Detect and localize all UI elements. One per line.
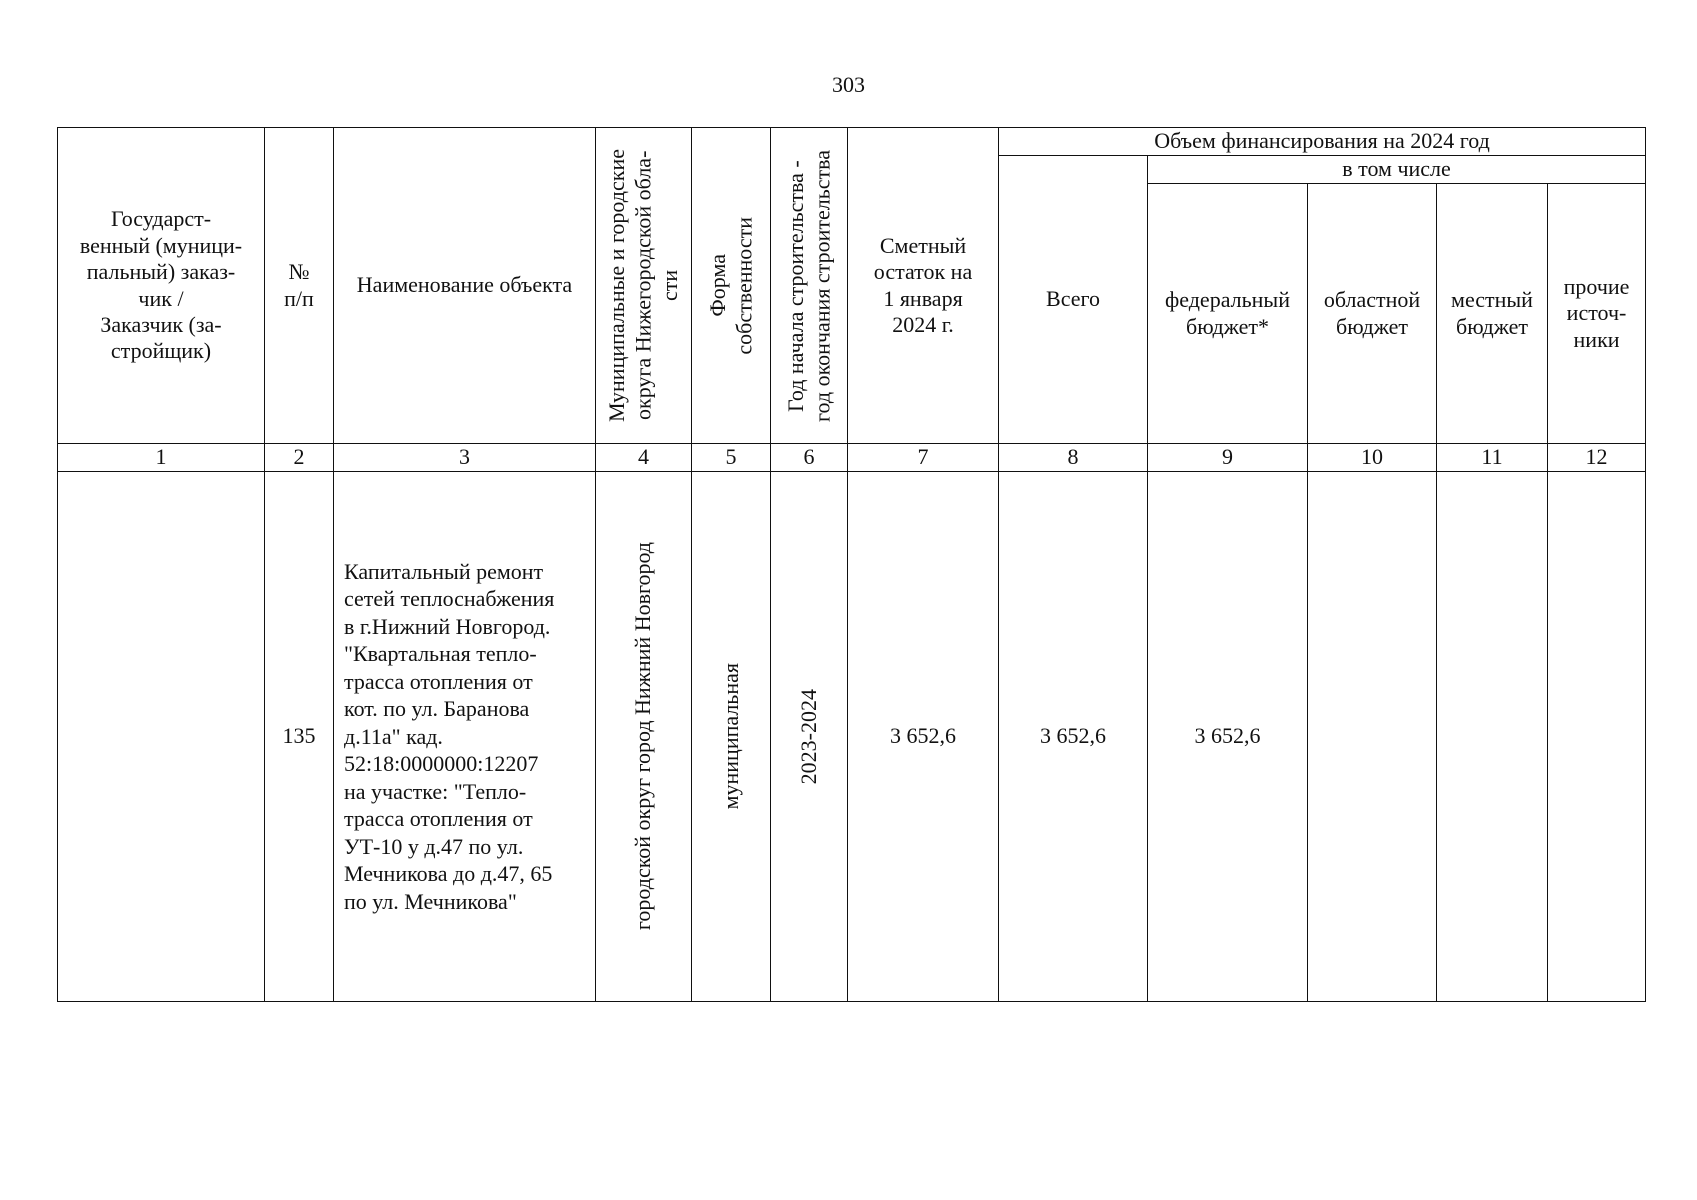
cell-local: [1437, 472, 1548, 1002]
header-ownership-text: Форма собственности: [704, 216, 756, 355]
header-years: [771, 128, 848, 444]
header-years-text: Год начала строительства - год окончания строительства: [782, 149, 834, 422]
column-number: 8: [999, 444, 1148, 472]
municipality-text: городской округ город Нижний Новгород: [630, 542, 656, 931]
cell-estimate-balance: 3 652,6: [848, 472, 999, 1002]
column-number: 6: [771, 444, 848, 472]
ownership-text: муниципальная: [717, 663, 743, 810]
header-municipality: [596, 128, 692, 444]
years-text: 2023-2024: [795, 688, 821, 785]
header-regional: областной бюджет: [1308, 184, 1437, 444]
column-number: 1: [58, 444, 265, 472]
column-number: 3: [334, 444, 596, 472]
column-number: 9: [1148, 444, 1308, 472]
header-municipality-text: Муниципальные и городские округа Нижегородской обла- сти: [603, 149, 682, 422]
header-object-name: Наименование объекта: [334, 128, 596, 444]
cell-customer: [58, 472, 265, 1002]
column-number-row: [58, 444, 1646, 472]
column-number: 7: [848, 444, 999, 472]
cell-other: [1548, 472, 1646, 1002]
column-number: 2: [265, 444, 334, 472]
header-total: Всего: [999, 156, 1148, 444]
cell-ownership: [692, 472, 771, 1002]
header-other: прочие источ- ники: [1548, 184, 1646, 444]
cell-years: [771, 472, 848, 1002]
object-name-text: Капитальный ремонт сетей теплоснабжения в г.Нижний Новгород. "Квартальная тепло- трасса отопления от кот. по ул. Баранова д.11а" кад. 52:18:0000000:12207 на участке: "Тепло- трасса отопления от УТ-10 у д.47 по ул. Мечникова до д.47, 65 по ул. Мечникова": [344, 558, 555, 914]
column-number: 5: [692, 444, 771, 472]
column-number: 10: [1308, 444, 1437, 472]
cell-regional: [1308, 472, 1437, 1002]
header-funding-group: Объем финансирования на 2024 год: [999, 128, 1646, 156]
cell-number: 135: [265, 472, 334, 1002]
header-customer: Государст- венный (муници- пальный) заказ- чик / Заказчик (за- стройщик): [58, 128, 265, 444]
header-estimate-balance: Сметный остаток на 1 января 2024 г.: [848, 128, 999, 444]
column-number: 11: [1437, 444, 1548, 472]
cell-object-name: [334, 472, 596, 1002]
header-number: № п/п: [265, 128, 334, 444]
header-including: в том числе: [1148, 156, 1646, 184]
header-federal: федеральный бюджет*: [1148, 184, 1308, 444]
investment-table: [57, 127, 1646, 1002]
table-row: [58, 472, 1646, 1002]
column-number: 12: [1548, 444, 1646, 472]
header-ownership: [692, 128, 771, 444]
column-number: 4: [596, 444, 692, 472]
cell-total: 3 652,6: [999, 472, 1148, 1002]
cell-municipality: [596, 472, 692, 1002]
cell-federal: 3 652,6: [1148, 472, 1308, 1002]
page-number: 303: [832, 72, 865, 97]
header-local: местный бюджет: [1437, 184, 1548, 444]
header-row-1: [58, 128, 1646, 156]
